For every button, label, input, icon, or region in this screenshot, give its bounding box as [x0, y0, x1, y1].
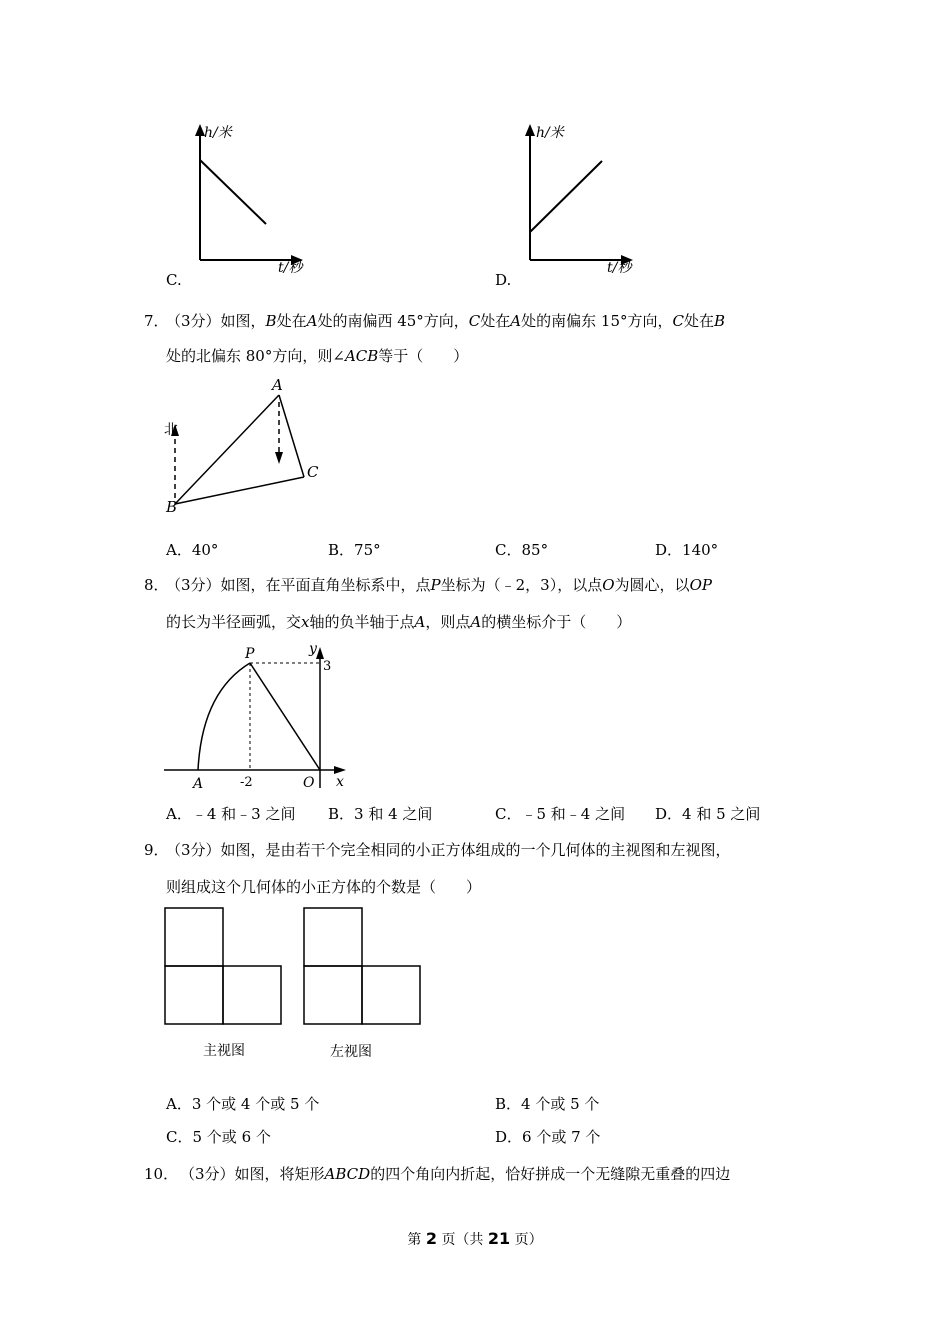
q8-line1: （3分）如图，在平面直角坐标系中，点P坐标为（﹣2，3），以点O为圆心，以OP: [166, 576, 712, 594]
graph-d-x-axis-label: t/秒: [607, 260, 632, 276]
q8-line2: 的长为半径画弧，交x轴的负半轴于点A，则点A的横坐标介于（ ）: [166, 613, 632, 631]
q7-option-d: D．140°: [655, 541, 719, 559]
q7-number: 7．: [144, 312, 169, 330]
q9-option-a: A．3 个或 4 个或 5 个: [166, 1095, 320, 1113]
graph-c-x-axis-label: t/秒: [278, 260, 303, 276]
graph-c: [185, 118, 315, 278]
q8-option-a: A．﹣4 和﹣3 之间: [166, 805, 296, 823]
graph-d-option-letter: D.: [495, 271, 512, 289]
q8-figure: [160, 640, 360, 795]
q9-front-view-label: 主视图: [203, 1043, 245, 1059]
q7-option-a: A．40°: [166, 541, 219, 559]
q7-north-label: 北: [164, 422, 178, 438]
q8-tick-x: -2: [240, 775, 253, 790]
q9-number: 9．: [144, 841, 169, 859]
current-page-number: 2: [425, 1229, 437, 1248]
q8-y-label: y: [309, 641, 317, 657]
q10-number: 10．: [144, 1165, 179, 1183]
q8-number: 8．: [144, 576, 169, 594]
q7-point-c: C: [307, 463, 319, 481]
q8-point-o: O: [303, 775, 315, 791]
q8-point-p: P: [245, 646, 255, 662]
q7-figure: [158, 372, 333, 517]
page-footer: 第 2 页（共 21 页）: [407, 1229, 543, 1248]
q9-option-c: C．5 个或 6 个: [166, 1128, 271, 1146]
q7-line2: 处的北偏东 80°方向，则∠ACB等于（ ）: [166, 347, 469, 365]
total-pages-number: 21: [487, 1229, 511, 1248]
graph-c-option-letter: C.: [166, 271, 182, 289]
q8-option-d: D．4 和 5 之间: [655, 805, 761, 823]
q8-tick-y: 3: [323, 659, 332, 674]
q10-line1: （3分）如图，将矩形ABCD的四个角向内折起，恰好拼成一个无缝隙无重叠的四边: [180, 1165, 731, 1183]
q9-figure: [160, 903, 430, 1028]
q9-line2: 则组成这个几何体的小正方体的个数是（ ）: [166, 878, 482, 896]
q7-option-b: B．75°: [328, 541, 381, 559]
q9-left-view-label: 左视图: [330, 1044, 372, 1060]
q9-option-d: D．6 个或 7 个: [495, 1128, 601, 1146]
q7-option-c: C．85°: [495, 541, 549, 559]
q8-option-b: B．3 和 4 之间: [328, 805, 433, 823]
q9-option-b: B．4 个或 5 个: [495, 1095, 600, 1113]
q8-option-c: C．﹣5 和﹣4 之间: [495, 805, 626, 823]
graph-d-y-axis-label: h/米: [536, 125, 564, 141]
q7-line1: （3分）如图，B处在A处的南偏西 45°方向，C处在A处的南偏东 15°方向，C处在B: [166, 312, 726, 330]
graph-c-y-axis-label: h/米: [204, 125, 232, 141]
q8-point-a: A: [193, 776, 204, 792]
q7-point-a: A: [272, 376, 283, 394]
q7-point-b: B: [166, 498, 178, 516]
q9-line1: （3分）如图，是由若干个完全相同的小正方体组成的一个几何体的主视图和左视图，: [166, 841, 731, 859]
q8-x-label: x: [336, 774, 344, 790]
graph-d: [515, 118, 645, 278]
